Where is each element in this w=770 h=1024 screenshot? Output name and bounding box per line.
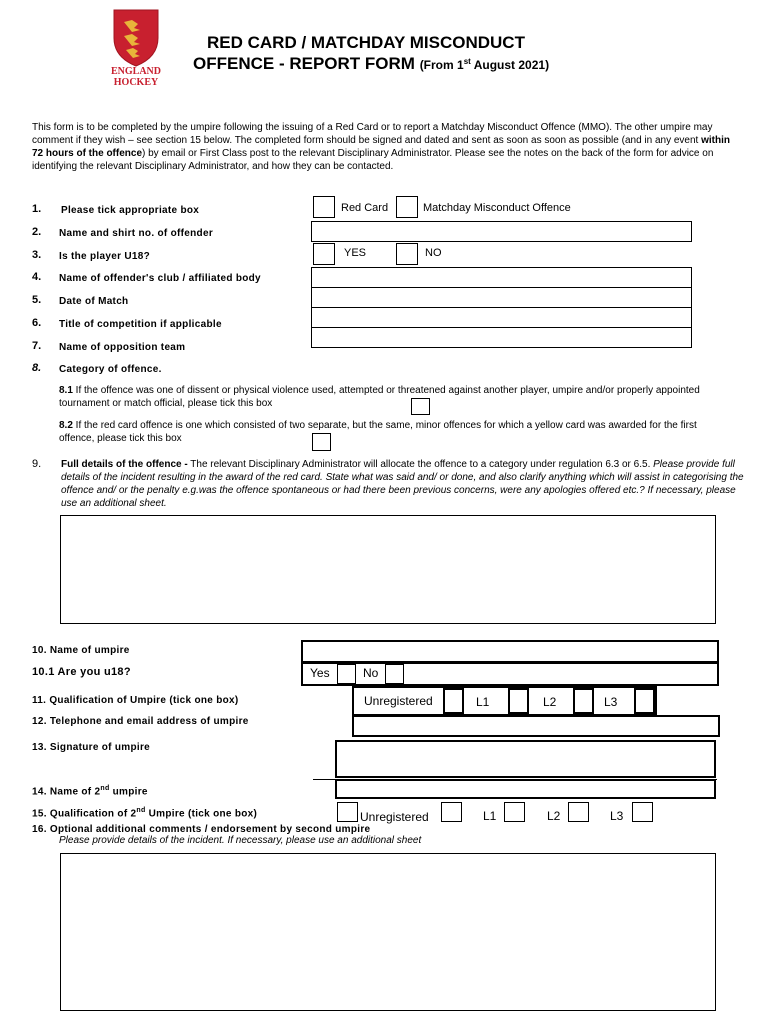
umpire-contact-field[interactable] (352, 715, 720, 737)
q2-first-checkbox[interactable] (337, 802, 358, 822)
s14-pre: 14. Name of 2 (32, 786, 101, 798)
section6-number: 6. (32, 317, 42, 329)
qual-l2-label: L2 (543, 695, 557, 709)
offender-name-field[interactable] (311, 221, 692, 242)
offence-details-textarea[interactable] (60, 515, 716, 624)
s15-sup: nd (136, 807, 146, 814)
second-umpire-name-field[interactable] (335, 779, 716, 799)
section8-2-checkbox[interactable] (312, 433, 331, 451)
competition-field[interactable] (311, 307, 692, 328)
s9-text: The relevant Disciplinary Administrator will allocate the offence to a category under regulation 6.3 or 6.5. (187, 459, 654, 470)
umpire-u18-no-label: No (363, 666, 379, 680)
u18-no-checkbox[interactable] (396, 243, 418, 265)
section8-label: Category of offence. (59, 364, 162, 375)
page-title-line1: RED CARD / MATCHDAY MISCONDUCT (207, 33, 525, 52)
qual-l2-checkbox[interactable] (573, 688, 594, 714)
u18-yes-label: YES (344, 247, 367, 259)
red-card-checkbox[interactable] (313, 196, 335, 218)
date-note-pre: (From 1 (419, 58, 464, 72)
section16-label: 16. Optional additional comments / endorsement by second umpire (32, 824, 371, 835)
section2-number: 2. (32, 226, 42, 238)
umpire-name-field[interactable] (301, 640, 719, 663)
section5-number: 5. (32, 294, 42, 306)
section11-label: 11. Qualification of Umpire (tick one box) (32, 695, 239, 706)
q2-l2-label: L2 (547, 809, 561, 823)
s9-bold: Full details of the offence - (61, 459, 188, 470)
section8-2-text (59, 419, 729, 445)
section1-number: 1. (32, 203, 42, 215)
umpire-u18-no-checkbox[interactable] (385, 664, 404, 684)
s14-sup: nd (100, 785, 110, 792)
section10-1-label: 10.1 Are you u18? (32, 666, 131, 678)
umpire-signature-field[interactable] (335, 740, 716, 778)
s81-text: If the offence was one of dissent or physical violence used, attempted or threatened against another player, umpire and/or properly appointed tournament or match official, please tick this box (59, 385, 700, 409)
qual-l1-label: L1 (476, 695, 490, 709)
intro-text-bold: within 72 hours of the offence (32, 135, 731, 159)
intro-paragraph (32, 121, 738, 173)
section10-label: 10. Name of umpire (32, 645, 130, 656)
section13-label: 13. Signature of umpire (32, 742, 151, 753)
q2-l2-checkbox[interactable] (568, 802, 589, 822)
qual-l3-checkbox[interactable] (634, 688, 655, 714)
section1-label: Please tick appropriate box (61, 205, 200, 216)
section3-label: Is the player U18? (59, 251, 150, 262)
section5-label: Date of Match (59, 296, 129, 307)
section9-number: 9. (32, 458, 42, 470)
s9-italic: Please provide full details of the incident resulting in the award of the red card. State what was said and/ or done, and also clarify anything which will assist in categorising the offence and/ or the penalty e.g.was the offence spontaneous or had there been previous concerns, were any apologies offered etc.? If necessary, please use an additional sheet. (61, 459, 744, 509)
mmo-label: Matchday Misconduct Offence (423, 202, 571, 214)
section15-label (32, 807, 257, 819)
mmo-checkbox[interactable] (396, 196, 418, 218)
section14-label (32, 785, 148, 797)
date-note-sup: st (463, 57, 471, 66)
match-date-field[interactable] (311, 287, 692, 308)
u18-yes-checkbox[interactable] (313, 243, 335, 265)
england-hockey-logo (102, 8, 170, 90)
title-date-note (420, 58, 549, 72)
qual-unregistered-checkbox[interactable] (443, 688, 464, 714)
umpire-u18-yes-label: Yes (310, 666, 330, 680)
q2-unregistered-checkbox[interactable] (441, 802, 462, 822)
s81-num: 8.1 (59, 385, 73, 396)
section2-label: Name and shirt no. of offender (59, 228, 214, 239)
section6-label: Title of competition if applicable (59, 319, 222, 330)
q2-l1-label: L1 (483, 809, 497, 823)
s14-post: umpire (109, 786, 148, 798)
qual-unregistered-label: Unregistered (364, 694, 433, 708)
opposition-field[interactable] (311, 327, 692, 348)
page-title-line2 (193, 54, 549, 74)
s82-text: If the red card offence is one which consisted of two separate, but the same, minor offences for which a yellow card was awarded for the first offence, please tick this box (59, 420, 697, 444)
logo-text-england: ENGLAND (110, 66, 161, 77)
umpire-u18-yes-checkbox[interactable] (337, 664, 356, 684)
section7-number: 7. (32, 340, 42, 352)
club-field[interactable] (311, 267, 692, 288)
s15-post: Umpire (tick one box) (145, 808, 258, 820)
section12-label: 12. Telephone and email address of umpire (32, 716, 249, 727)
s15-pre: 15. Qualification of 2 (32, 808, 137, 820)
date-note-post: August 2021) (470, 58, 550, 72)
section9-text (61, 458, 745, 510)
section4-label: Name of offender's club / affiliated body (59, 273, 261, 284)
section16-note: Please provide details of the incident. If necessary, please use an additional sheet (59, 835, 422, 846)
intro-text-2: ) by email or First Class post to the relevant Disciplinary Administrator. Please see the notes on the back of the form for advice on identifying the relevant Disciplinary Administrator, and how they can be contacted. (32, 148, 714, 172)
q2-l3-label: L3 (610, 809, 624, 823)
q2-l1-checkbox[interactable] (504, 802, 525, 822)
intro-text-1: This form is to be completed by the umpire following the issuing of a Red Card or to report a Matchday Misconduct Offence (MMO). The other umpire may comment if they wish – see section 15 below. The completed form should be signed and dated and sent as soon as soon as possible (and in any event (32, 122, 713, 146)
title-line2-text: OFFENCE - REPORT FORM (193, 54, 415, 73)
q2-l3-checkbox[interactable] (632, 802, 653, 822)
logo-text-hockey: HOCKEY (113, 77, 159, 88)
section8-number: 8. (32, 362, 42, 374)
s82-num: 8.2 (59, 420, 73, 431)
red-card-label: Red Card (341, 202, 389, 214)
section7-label: Name of opposition team (59, 342, 186, 353)
section3-number: 3. (32, 249, 42, 261)
shield-icon (102, 8, 170, 68)
qual-l3-label: L3 (604, 695, 618, 709)
section8-1-text (59, 384, 729, 410)
section8-1-checkbox[interactable] (411, 398, 430, 415)
q2-unregistered-label: Unregistered (360, 810, 429, 824)
u18-no-label: NO (425, 247, 442, 259)
qual-l1-checkbox[interactable] (508, 688, 529, 714)
section4-number: 4. (32, 271, 42, 283)
additional-comments-textarea[interactable] (60, 853, 716, 1011)
